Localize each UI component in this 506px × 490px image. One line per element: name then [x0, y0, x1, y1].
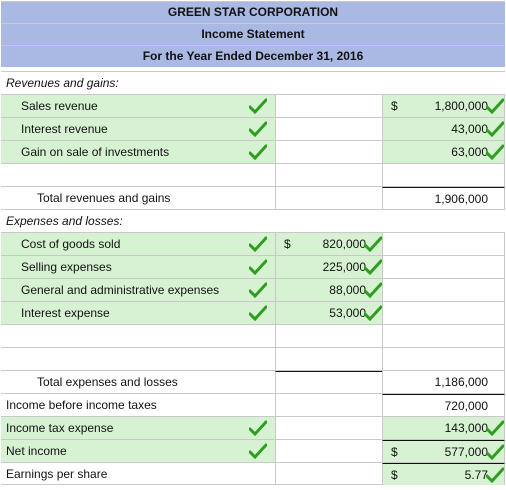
check-icon [486, 144, 504, 160]
revenue-amount-field[interactable]: 43,000 [382, 118, 505, 140]
check-icon [249, 98, 267, 114]
total-expenses-label: Total expenses and losses [37, 375, 178, 389]
blank-mid-field[interactable] [275, 348, 382, 370]
expense-total-field[interactable] [382, 302, 505, 324]
income-tax-label-field[interactable]: Income tax expense [1, 417, 275, 439]
statement-title: Income Statement [1, 23, 505, 45]
blank-label-field[interactable] [1, 348, 275, 370]
revenue-label-field[interactable]: Interest revenue [1, 118, 275, 140]
blank-amount-field[interactable] [382, 164, 505, 186]
check-icon [364, 259, 382, 275]
check-icon [249, 420, 267, 436]
check-icon [486, 467, 504, 483]
net-income-row [1, 439, 505, 462]
revenue-mid-field[interactable] [275, 118, 382, 140]
income-tax-mid-field[interactable] [275, 417, 382, 439]
eps-label: Earnings per share [6, 467, 108, 481]
expense-label-field[interactable]: Cost of goods sold [1, 233, 275, 255]
expense-total-field[interactable] [382, 279, 505, 301]
check-icon [486, 121, 504, 137]
total-expenses-amount: 1,186,000 [382, 371, 505, 393]
expenses-heading: Expenses and losses: [6, 214, 123, 228]
revenue-amount-field[interactable]: 63,000 [382, 141, 505, 163]
expense-total-field[interactable] [382, 256, 505, 278]
expense-label-field[interactable]: Selling expenses [1, 256, 275, 278]
statement-period: For the Year Ended December 31, 2016 [1, 45, 505, 67]
total-expenses-row [1, 370, 505, 393]
expense-label-field[interactable]: General and administrative expenses [1, 279, 275, 301]
expense-total-field[interactable] [382, 233, 505, 255]
check-icon [486, 98, 504, 114]
check-icon [249, 236, 267, 252]
revenue-row [1, 140, 505, 163]
blank-row [1, 347, 505, 370]
check-icon [249, 121, 267, 137]
revenue-label-field[interactable]: Gain on sale of investments [1, 141, 275, 163]
blank-label-field[interactable] [1, 164, 275, 186]
income-before-tax-amount: 720,000 [382, 394, 505, 416]
expense-label-field[interactable]: Interest expense [1, 302, 275, 324]
expense-row [1, 301, 505, 324]
check-icon [249, 305, 267, 321]
blank-mid-field[interactable] [275, 164, 382, 186]
check-icon [249, 144, 267, 160]
income-tax-amount-field[interactable]: 143,000 [382, 417, 505, 439]
check-icon [364, 236, 382, 252]
blank-mid-field[interactable] [275, 325, 382, 347]
expense-row [1, 232, 505, 255]
check-icon [486, 444, 504, 460]
check-icon [364, 305, 382, 321]
revenue-label-field[interactable]: Sales revenue [1, 95, 275, 117]
net-income-label-field[interactable]: Net income [1, 440, 275, 462]
check-icon [486, 420, 504, 436]
check-icon [364, 282, 382, 298]
expense-amount-field[interactable]: 225,000 [275, 256, 382, 278]
check-icon [249, 282, 267, 298]
income-before-tax-row [1, 393, 505, 416]
income-tax-row [1, 416, 505, 439]
revenue-mid-field[interactable] [275, 141, 382, 163]
revenue-mid-field[interactable] [275, 95, 382, 117]
expense-amount-field[interactable]: $ 820,000 [275, 233, 382, 255]
check-icon [249, 443, 267, 459]
company-name: GREEN STAR CORPORATION [1, 1, 505, 23]
blank-amount-field[interactable] [382, 348, 505, 370]
expense-amount-field[interactable]: 53,000 [275, 302, 382, 324]
blank-row [1, 163, 505, 186]
total-revenues-amount: 1,906,000 [382, 187, 505, 209]
net-income-mid-field[interactable] [275, 440, 382, 462]
revenue-row [1, 94, 505, 117]
expense-row [1, 278, 505, 301]
total-revenues-label: Total revenues and gains [37, 191, 171, 205]
blank-row [1, 324, 505, 347]
blank-label-field[interactable] [1, 325, 275, 347]
blank-amount-field[interactable] [382, 325, 505, 347]
net-income-amount-field[interactable]: $ 577,000 [382, 440, 505, 462]
revenue-amount-field[interactable]: $ 1,800,000 [382, 95, 505, 117]
eps-row [1, 462, 505, 485]
eps-amount-field[interactable]: $ 5.77 [382, 463, 505, 485]
income-before-tax-label: Income before income taxes [6, 398, 157, 412]
revenues-heading-row [1, 71, 505, 94]
revenues-heading: Revenues and gains: [6, 76, 119, 90]
income-statement-sheet [1, 1, 505, 488]
total-revenues-row [1, 186, 505, 209]
expense-row [1, 255, 505, 278]
revenue-row [1, 117, 505, 140]
expense-amount-field[interactable]: 88,000 [275, 279, 382, 301]
check-icon [249, 259, 267, 275]
expenses-heading-row [1, 209, 505, 232]
